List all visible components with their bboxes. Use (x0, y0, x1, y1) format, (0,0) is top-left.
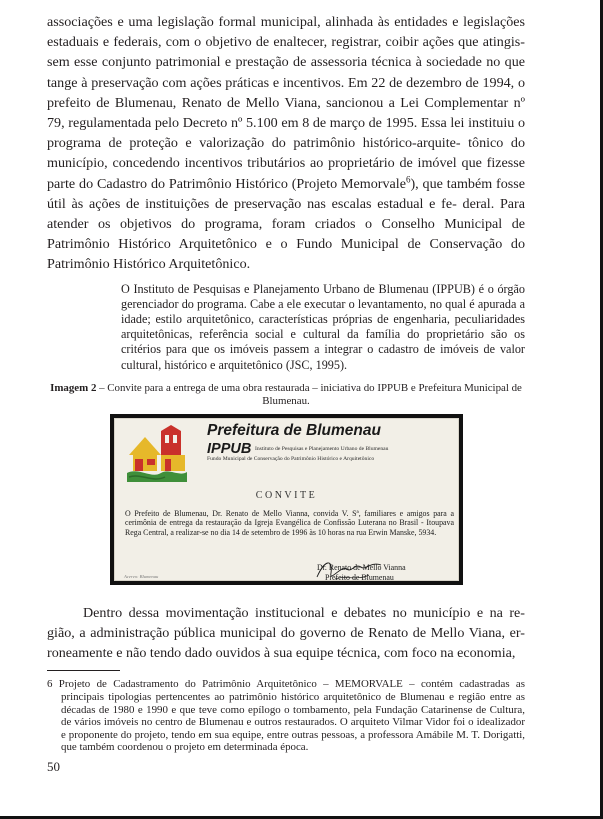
footnote-6: 6 Projeto de Cadastramento do Patrimônio Arquitetônico – MEMORVALE – contém cadastradas as principais tipologias pertencentes ao patrimônio histórico arquitetônico de Blumenau e região entre as décadas de 1980 e 1990 e que teve como epílogo o tombamento, pela Fundação Catarinense de Cultura, de vários imóveis no centro de Blumenau e outros restaurados. O arquiteto Vilmar Vidor foi o idealizador e proponente do projeto, tendo em sua equipe, entre outras pessoas, a professora Amábile M. T. Dorigatti, que também coordenou o projeto em determinada época. (47, 678, 525, 754)
paragraph-line: nº 79, regulamentada pelo Decreto nº 5.100 em 8 de março de 1995. Essa lei (47, 94, 525, 132)
caption-label: Imagem 2 (50, 381, 97, 394)
invitation-body: O Prefeito de Blumenau, Dr. Renato de Mello Vianna, convida V. Sª, familiares e amigos para a cerimônia de entrega da restauração da Igreja Evangélica de Confissão Luterana no Brasil - Itoupava Rega Central, a realizar-se no dia 14 de setembro de 1996 às 10 horas na rua Erwin Manske, 5934. (125, 508, 454, 538)
paragraph-line: Dentro dessa movimentação institucional e debates no município e na re- (83, 604, 525, 621)
invitation-fund: Fundo Municipal de Conservação do Patrimônio Histórico e Arquitetônico (207, 455, 375, 462)
footnote-divider (47, 670, 120, 671)
paragraph-line: de Patrimônio Histórico Arquitetônico e o Fundo Municipal de Conservação do (47, 216, 525, 253)
paragraph-line: tônico do município, concedendo incentivos tributários ao proprietário de imóvel (47, 135, 525, 172)
block-quote: O Instituto de Pesquisas e Planejamento Urbano de Blumenau (IPPUB) é o órgão gerenciador do programa. Cabe a ele executar o levantamento, no qual é apurada a idade; estilo arquitetônico, características próprias de engenharia, peculiaridades arquitetônicas, referência social e cultural da família do proprietário são os critérios para que os imóveis passem a integrar o cadastro de imóveis de valor cultural, histórico e arquitetônico (JSC, 1995). (121, 281, 525, 372)
invitation-ippub-full: Instituto de Pesquisas e Planejamento Urbano de Blumenau (255, 445, 389, 452)
paragraph-line: o prefeito de Blumenau, Renato de Mello Viana, sancionou a Lei Complementar (47, 74, 525, 111)
invitation-photo (110, 414, 463, 585)
paragraph-line: estaduais e federais, com o objetivo de enaltecer, registrar, coibir ações que atingis- (47, 34, 525, 51)
body-paragraph-2 (47, 603, 525, 664)
paragraph-line: sem esse conjunto patrimonial e prestação de assessoria técnica à sociedade no que (47, 54, 525, 71)
page-content (47, 12, 525, 754)
paragraph-line: instituiu o programa de proteção e valorização do patrimônio histórico-arquite- (47, 115, 525, 152)
invitation-heading: CONVITE (255, 489, 318, 501)
paragraph-line-tail: ), que (410, 175, 443, 192)
paragraph-line: roneamente e não tendo dado ouvidos à sua equipe técnica, com foco na economia, (47, 645, 516, 662)
invitation-signer-name: Dr. Renato de Mello Vianna (317, 562, 406, 572)
invitation-signer-title: Prefeito de Blumenau (325, 572, 394, 581)
paragraph-line: que fizesse parte do Cadastro do Patrimônio Histórico (Projeto Memorvale (47, 155, 526, 192)
prefeitura-logo-icon (125, 425, 189, 483)
body-paragraph-1 (47, 12, 525, 275)
caption-text: – Convite para a entrega de uma obra restaurada – iniciativa do IPPUB e Prefeitura Municipal de Blumenau. (96, 381, 522, 407)
invitation-ippub: IPPUB (207, 440, 252, 457)
paragraph-line: associações e uma legislação formal municipal, alinhada às entidades e legislações (47, 14, 525, 30)
invitation-title: Prefeitura de Blumenau (207, 421, 381, 439)
invitation-card (114, 418, 459, 581)
invitation-corner-note: Acervo: Blumenau (124, 573, 159, 579)
paragraph-line: Patrimônio Histórico Arquitetônico. (47, 256, 251, 273)
paragraph-line: gião, a administração pública municipal do governo de Renato de Mello Viana, er- (47, 625, 525, 642)
page-number: 50 (47, 759, 60, 774)
paragraph-line: deral. Para atender os objetivos do programa, foram criados o Conselho Municipal (47, 195, 525, 233)
paragraph-line: também fosse útil às ações de instituições de preservação nas escalas estadual e fe- (47, 175, 526, 212)
paragraph-line: tange à preservação com ações práticas e incentivos. Em 22 de dezembro de 1994, (47, 74, 515, 91)
figure-caption (47, 382, 525, 408)
footnote-reference: 6 (405, 173, 411, 184)
